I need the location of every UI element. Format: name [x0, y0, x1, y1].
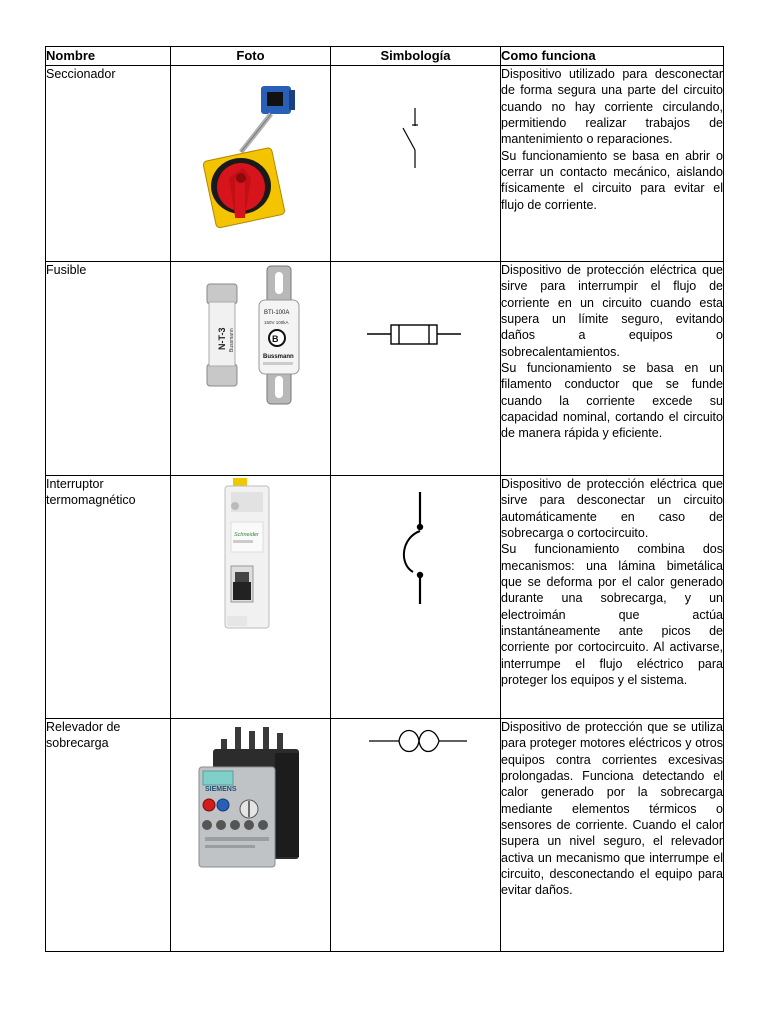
disconnector-symbol-icon: [331, 66, 501, 262]
table-row: [46, 719, 724, 952]
photo-cell: [171, 262, 331, 476]
fuse-photo-icon: [171, 262, 331, 476]
table-header-row: [46, 47, 724, 66]
device-description: [501, 66, 724, 262]
overload-relay-symbol-icon: [331, 719, 501, 952]
description-paragraph: Dispositivo de protección eléctrica que sirve para desconectar un circuito automáticamente en caso de sobrecarga o cortocircuito.: [501, 477, 723, 541]
relay-brand: SIEMENS: [205, 786, 237, 793]
photo-cell: [171, 476, 331, 719]
device-name: Fusible: [46, 262, 171, 476]
svg-text:B: B: [272, 334, 279, 344]
fuse-small-brand: Bussmann: [229, 328, 235, 352]
fuse-rating: BTI-100A: [264, 310, 290, 316]
device-description: [501, 719, 724, 952]
fuse-voltage: 150V 100kA: [264, 320, 289, 325]
device-name: Seccionador: [46, 66, 171, 262]
description-paragraph: Su funcionamiento se basa en abrir o cerrar un contacto mecánico, aislando físicamente el circuito para evitar el flujo de corriente.: [501, 148, 723, 212]
symbol-cell: [331, 66, 501, 262]
description-paragraph: Dispositivo de protección eléctrica que sirve para interrumpir el flujo de corriente en un circuito cuando esta supera un límite seguro, evitando daños a equipos o sobrecalentamientos.: [501, 263, 723, 359]
device-name: Interruptor termomagnético: [46, 476, 171, 719]
circuit-breaker-photo-icon: [171, 476, 331, 719]
circuit-breaker-symbol-icon: [331, 476, 501, 719]
devices-table: [45, 46, 724, 952]
header-photo: Foto: [171, 47, 331, 66]
device-name: Relevador de sobrecarga: [46, 719, 171, 952]
description-paragraph: Dispositivo utilizado para desconectar de forma segura una parte del circuito cuando no hay corriente circulando, permitiendo realizar trabajos de mantenimiento o reparaciones.: [501, 67, 723, 147]
table-row: [46, 262, 724, 476]
device-description: [501, 262, 724, 476]
symbol-cell: [331, 476, 501, 719]
header-description: Como funciona: [501, 47, 724, 66]
disconnect-switch-photo-icon: [171, 66, 331, 262]
overload-relay-photo-icon: [171, 719, 331, 952]
description-paragraph: Su funcionamiento se basa en un filamento conductor que se funde cuando la corriente excede su capacidad nominal, cortando el circuito de manera rápida y eficiente.: [501, 361, 723, 441]
fuse-symbol-icon: [331, 262, 501, 476]
breaker-brand: Schneider: [234, 532, 259, 538]
device-description: [501, 476, 724, 719]
table-row: [46, 476, 724, 719]
photo-cell: [171, 66, 331, 262]
fuse-small-code: N-T-3: [217, 327, 227, 350]
photo-cell: [171, 719, 331, 952]
fuse-brand: Bussmann: [263, 354, 294, 360]
header-name: Nombre: [46, 47, 171, 66]
description-paragraph: Su funcionamiento combina dos mecanismos: una lámina bimetálica que se deforma por el calor generado durante una sobrecarga, y un electroimán que actúa instantáneamente ante picos de corriente por cortocircuito. Al activarse, interrumpe el flujo eléctrico para proteger los equipos y el sistema.: [501, 542, 723, 688]
symbol-cell: [331, 262, 501, 476]
header-symbol: Simbología: [331, 47, 501, 66]
description-paragraph: Dispositivo de protección que se utiliza para proteger motores eléctricos y otros equipos contra corrientes excesivas prolongadas. Funciona detectando el calor generado por la sobrecarga mediante elementos térmicos o sensores de corriente. Cuando el calor supera un nivel seguro, el relevador activa un mecanismo que interrumpe el circuito, desconectando el equipo para evitar daños.: [501, 720, 723, 898]
table-row: [46, 66, 724, 262]
symbol-cell: [331, 719, 501, 952]
